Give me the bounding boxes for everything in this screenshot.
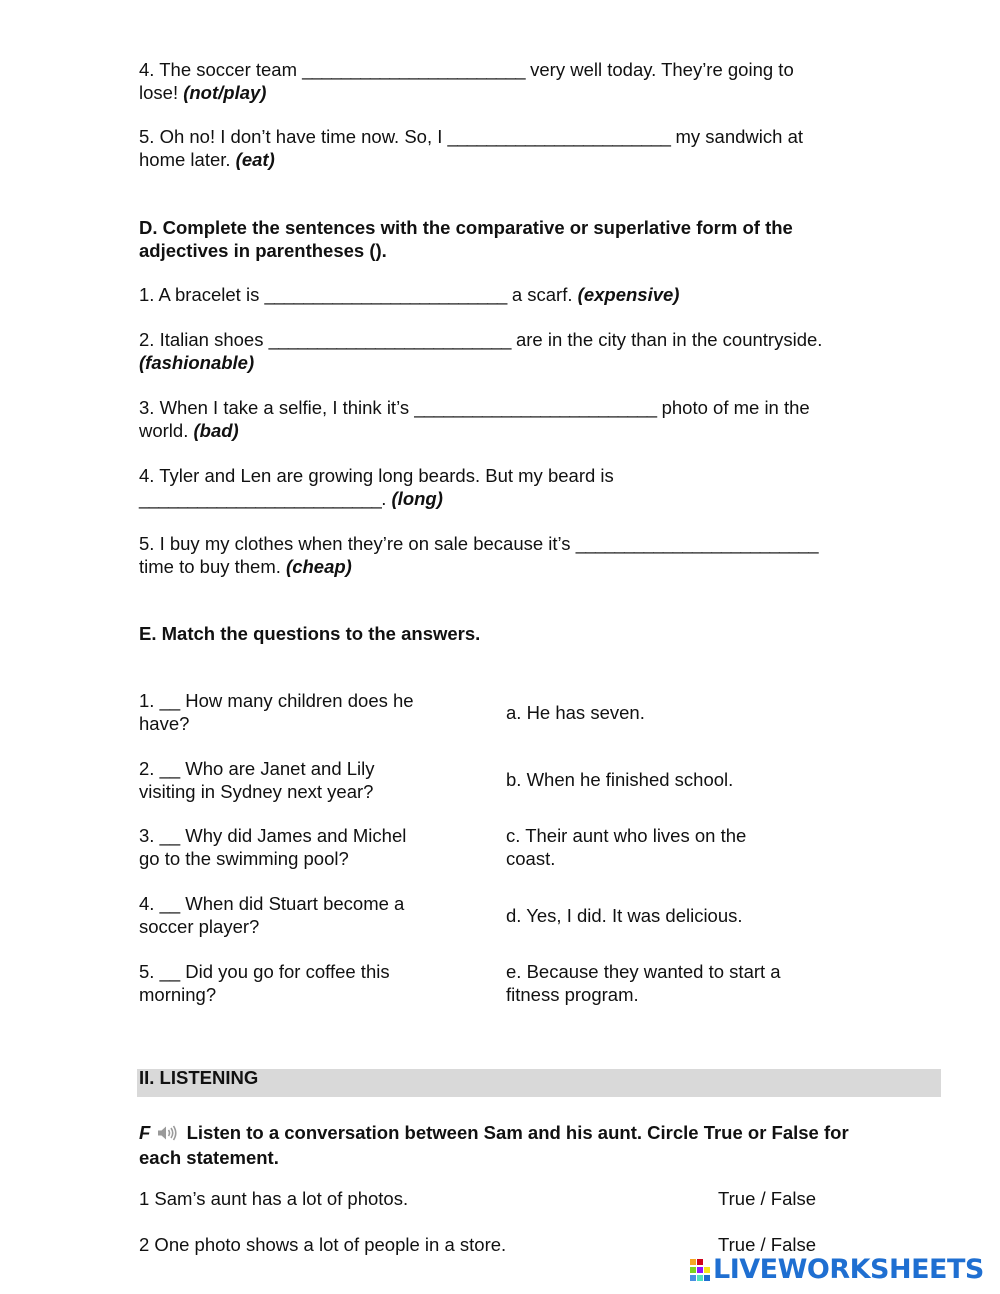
c5-blank[interactable]: _______________________ — [447, 126, 671, 147]
d1-hint: (expensive) — [577, 284, 680, 305]
e-answer-b — [506, 768, 836, 791]
c4-text-pre: 4. The soccer team — [139, 59, 303, 80]
f-instruction-line2: each statement. — [139, 1147, 279, 1168]
e-answer-c-line2: coast. — [506, 848, 556, 869]
c4-blank[interactable]: _______________________ — [302, 59, 525, 80]
e-question-4-line2: soccer player? — [139, 916, 260, 937]
d4-text-line1: 4. Tyler and Len are growing long beards. But my beard is — [139, 465, 614, 486]
logo-text: LIVEWORKSHEETS — [713, 1254, 984, 1285]
c5-text-post: my sandwich at — [670, 126, 803, 147]
d-question-1 — [139, 283, 899, 306]
section-e-heading: E. Match the questions to the answers. — [139, 623, 481, 644]
e-question-4-line1: 4. __ When did Stuart become a — [139, 893, 405, 914]
e-answer-e-line1: e. Because they wanted to start a — [506, 961, 781, 982]
d-heading-line2: adjectives in parentheses (). — [139, 240, 387, 261]
f-label: F — [139, 1122, 151, 1143]
d-heading-line1: D. Complete the sentences with the comparative or superlative form of the — [139, 217, 793, 238]
e-answer-e — [506, 960, 836, 1006]
e-question-1 — [139, 689, 449, 735]
c5-text-pre: 5. Oh no! I don’t have time now. So, I — [139, 126, 448, 147]
e-question-4 — [139, 892, 449, 938]
d3-hint: (bad) — [193, 420, 239, 441]
d-question-5 — [139, 532, 899, 578]
d5-blank[interactable]: _________________________ — [575, 533, 818, 554]
logo-mark-icon — [690, 1257, 710, 1283]
e-question-3 — [139, 824, 449, 870]
d2-text-pre: 2. Italian shoes — [139, 329, 269, 350]
section-f-instruction — [139, 1121, 909, 1169]
d2-hint: (fashionable) — [139, 352, 255, 373]
e-question-2-line1: 2. __ Who are Janet and Lily — [139, 758, 375, 779]
e-question-5-line2: morning? — [139, 984, 217, 1005]
d5-hint: (cheap) — [286, 556, 352, 577]
e-answer-e-line2: fitness program. — [506, 984, 639, 1005]
c-question-4 — [139, 58, 899, 104]
listening-title: II. LISTENING — [139, 1067, 259, 1088]
d2-blank[interactable]: _________________________ — [268, 329, 511, 350]
e-answer-b-line1: b. When he finished school. — [506, 769, 734, 790]
e-question-3-line2: go to the swimming pool? — [139, 848, 349, 869]
d3-text-line2: world. — [139, 420, 194, 441]
c5-text-line2: home later. — [139, 149, 236, 170]
d1-text-post: a scarf. — [506, 284, 578, 305]
e-answer-c-line1: c. Their aunt who lives on the — [506, 825, 747, 846]
d3-text-post: photo of me in the — [656, 397, 810, 418]
c4-hint: (not/play) — [183, 82, 267, 103]
c4-text-post: very well today. They’re going to — [525, 59, 794, 80]
d4-blank[interactable]: _________________________ — [139, 488, 382, 509]
d1-blank[interactable]: _________________________ — [264, 284, 507, 305]
d-question-2 — [139, 328, 909, 374]
d1-text-pre: 1. A bracelet is — [139, 284, 265, 305]
e-answer-a-line1: a. He has seven. — [506, 702, 645, 723]
liveworksheets-logo — [690, 1254, 984, 1286]
e-question-1-line2: have? — [139, 713, 190, 734]
f-item-1-text: 1 Sam’s aunt has a lot of photos. — [139, 1188, 409, 1209]
d5-text-pre: 5. I buy my clothes when they’re on sale because it’s — [139, 533, 576, 554]
e-question-2-line2: visiting in Sydney next year? — [139, 781, 374, 802]
f-instruction-line1: Listen to a conversation between Sam and his aunt. Circle True or False for — [186, 1122, 849, 1143]
f-item-1-choice[interactable]: True / False — [718, 1188, 817, 1209]
section-d-heading — [139, 216, 899, 262]
c-question-5 — [139, 125, 899, 171]
e-answer-d — [506, 904, 836, 927]
d3-text-pre: 3. When I take a selfie, I think it’s — [139, 397, 415, 418]
d2-text-post: are in the city than in the countryside. — [510, 329, 823, 350]
e-question-2 — [139, 757, 449, 803]
d-question-3 — [139, 396, 899, 442]
d3-blank[interactable]: _________________________ — [414, 397, 657, 418]
c5-hint: (eat) — [235, 149, 275, 170]
e-question-5-line1: 5. __ Did you go for coffee this — [139, 961, 390, 982]
e-answer-a — [506, 701, 836, 724]
e-question-3-line1: 3. __ Why did James and Michel — [139, 825, 407, 846]
d4-hint: (long) — [391, 488, 443, 509]
e-question-5 — [139, 960, 449, 1006]
e-answer-c — [506, 824, 836, 870]
f-item-2-text: 2 One photo shows a lot of people in a store. — [139, 1234, 507, 1255]
d4-text-post: . — [381, 488, 392, 509]
speaker-icon[interactable] — [157, 1123, 177, 1146]
f-item-2-choice[interactable]: True / False — [718, 1234, 817, 1255]
e-answer-d-line1: d. Yes, I did. It was delicious. — [506, 905, 743, 926]
d-question-4 — [139, 464, 899, 510]
d5-text-line2: time to buy them. — [139, 556, 287, 577]
c4-text-line2: lose! — [139, 82, 184, 103]
e-question-1-line1: 1. __ How many children does he — [139, 690, 414, 711]
